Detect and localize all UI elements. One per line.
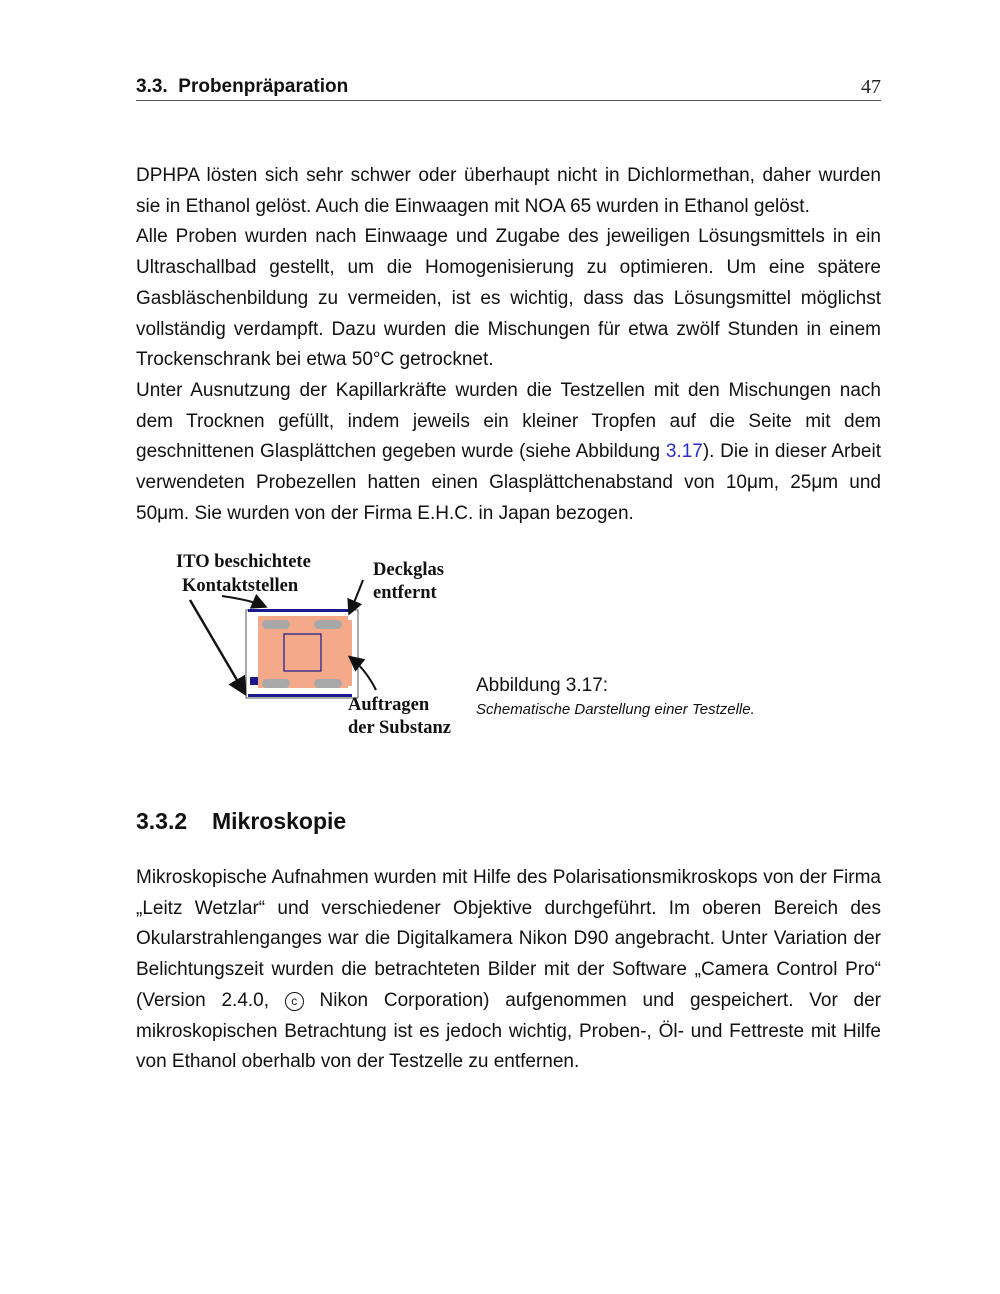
- electrode-strip-top: [248, 609, 352, 612]
- substance-edge: [346, 620, 352, 686]
- section-number: 3.3.2: [136, 808, 188, 834]
- label-ito-line1: ITO beschichtete: [176, 552, 311, 572]
- label-auftragen-line2: der Substanz: [348, 718, 451, 738]
- figure-caption: [476, 673, 896, 721]
- text-block-mikroskopie: [136, 863, 881, 1078]
- header-title: 3.3. Probenpräparation: [136, 76, 349, 97]
- running-header: [136, 76, 881, 101]
- caption-label: Abbildung 3.17:: [476, 675, 609, 696]
- test-cell-diagram: [170, 550, 470, 740]
- electrode-strip-bottom: [248, 694, 352, 697]
- paragraph-4: Mikroskopische Aufnahmen wurden mit Hilfe des Polarisationsmikroskops von der Firma „Leitz Wetzlar“ und verschiedener Objektive durchgeführt. Im oberen Bereich des Okularstrahlenganges war die Digitalkamera Nikon D90 angebracht. Unter Variation der Belichtungszeit wurden die betrachteten Bilder mit der Software „Camera Control Pro“ (Version 2.4.0, c Nikon Corporation) aufgenommen und gespeichert. Vor der mikroskopischen Betrachtung ist es jedoch wichtig, Proben-, Öl- und Fettreste mit Hilfe von Ethanol oberhalb von der Testzelle zu entfernen.: [136, 867, 881, 1073]
- figure-test-cell: [170, 550, 470, 740]
- paragraph-3: Unter Ausnutzung der Kapillarkräfte wurden die Testzellen mit den Mischungen nach dem Trocknen gefüllt, indem jeweils ein kleiner Tropfen auf die Seite mit dem geschnittenen Glasplättchen gegeben wurde (siehe Abbildung 3.17). Die in dieser Arbeit verwendeten Probezellen hatten einen Glasplättchenabstand von 10μm, 25μm und 50μm. Sie wurden von der Firma E.H.C. in Japan bezogen.: [136, 379, 881, 524]
- contact-pad: [314, 679, 342, 688]
- contact-pad: [262, 620, 290, 629]
- contact-pad: [262, 679, 290, 688]
- paragraph-2: Alle Proben wurden nach Einwaage und Zugabe des jeweiligen Lösungsmittels in ein Ultraschallbad gestellt, um die Homogenisierung zu optimieren. Um eine spätere Gasbläschenbildung zu vermeiden, ist es wichtig, dass das Lösungsmittel möglichst vollständig verdampft. Dazu wurden die Mischungen für etwa zwölf Stunden in einem Trockenschrank bei etwa 50°C getrocknet.: [136, 226, 881, 371]
- arrow-kontakt: [222, 596, 264, 606]
- label-deckglas-line1: Deckglas: [373, 560, 444, 580]
- copyright-icon: c: [285, 992, 304, 1011]
- arrow-ito: [190, 600, 244, 692]
- figure-reference-link[interactable]: 3.17: [665, 441, 703, 463]
- paragraph-1: DPHPA lösten sich sehr schwer oder überhaupt nicht in Dichlormethan, daher wurden sie in Ethanol gelöst. Auch die Einwaagen mit NOA 65 wurden in Ethanol gelöst.: [136, 165, 881, 217]
- text-block-intro: [136, 161, 881, 529]
- contact-pad: [314, 620, 342, 629]
- section-title: Mikroskopie: [212, 808, 347, 834]
- label-ito-line2: Kontaktstellen: [182, 576, 299, 596]
- label-deckglas-line2: entfernt: [373, 583, 437, 603]
- page-number: 47: [861, 76, 881, 98]
- arrow-deckglas: [350, 580, 363, 612]
- corner-marker: [250, 677, 258, 685]
- section-heading: [136, 808, 346, 835]
- label-auftragen-line1: Auftragen: [348, 695, 430, 715]
- caption-text: Schematische Darstellung einer Testzelle.: [476, 701, 755, 718]
